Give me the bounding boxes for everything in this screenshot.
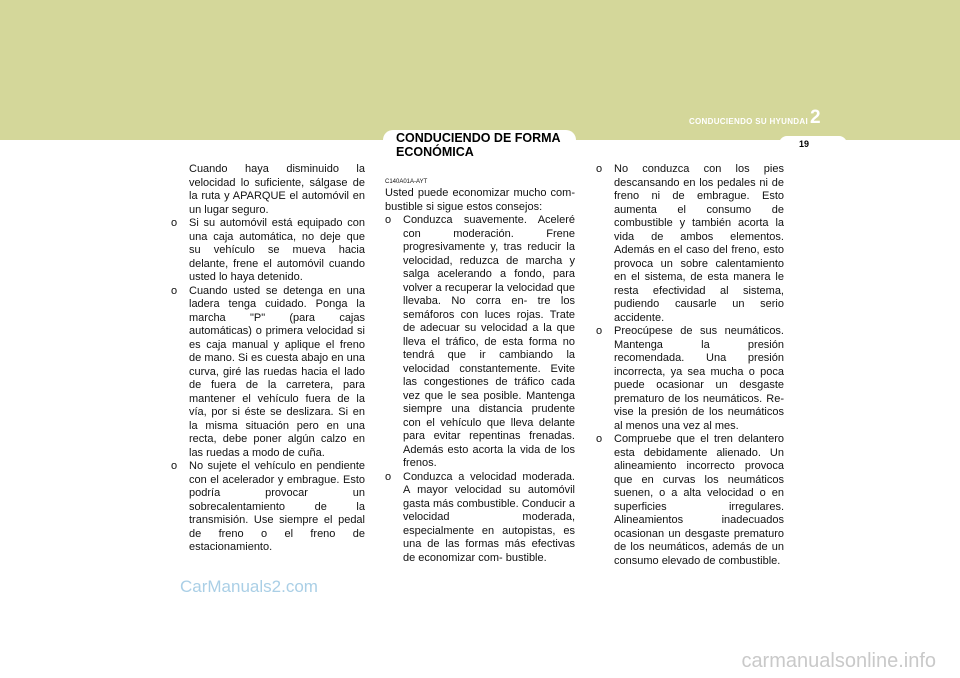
bullet-marker: o bbox=[385, 470, 392, 483]
text-column-3 bbox=[596, 163, 784, 568]
bullet-item bbox=[596, 325, 784, 433]
bullet-item bbox=[596, 163, 784, 325]
bullet-marker: o bbox=[171, 284, 178, 297]
bullet-text: No sujete el vehículo en pendiente con el acelerador y embrague. Esto podría provocar un sobrecalentamiento de la transmisión. Use siempre el pedal de freno o el freno de estacionamiento. bbox=[189, 460, 365, 553]
continued-paragraph: Cuando haya disminuido la velocidad lo suficiente, sálgase de la ruta y APARQUE el automóvil en un lugar seguro. bbox=[189, 163, 365, 216]
section-code: C140A01A-AYT bbox=[385, 179, 428, 185]
chapter-number: 2 bbox=[810, 107, 821, 128]
bullet-text: Cuando usted se detenga en una ladera tenga cuidado. Ponga la marcha "P" (para cajas automáticas) o primera velocidad si es caja manual y aplique el freno de mano. Si es cuesta abajo en una curva, giré las ruedas hacia el lado de fuera de la carretera, para mantener el vehículo fuera de la vía, por si éste se deslizara. Si en la misma situación pero en una recta, debe poner algún calzo en las ruedas a modo de cuña. bbox=[189, 284, 365, 459]
bullet-text: Preocúpese de sus neumáticos. Mantenga la presión recomendada. Una presión incorrecta, ya sea mucha o poca puede ocasionar un desgaste prematuro de los neumáticos. Re- vise la presión de los neumáticos al menos una vez al mes. bbox=[614, 325, 784, 432]
watermark-carmanuals2: CarManuals2.com bbox=[180, 577, 318, 596]
bullet-text: Conduzca suavemente. Aceleré con moderación. Frene progresivamente y, tras reducir la velocidad, reduzca de marcha y salga acelerando a fondo, para volver a recuperar la velocidad que llevaba. No corra en- tre los semáforos con luces rojas. Trate de adecuar su velocidad a la que lleva el tráfico, de esta forma no tendrá que ir cambiando la velocidad constantemente. Evite las congestiones de tráfico cada vez que le sea posible. Mantenga siempre una distancia prudente con el vehículo que lleva delante para evitar repentinas frenadas. Además esto acorta la vida de los frenos. bbox=[403, 214, 575, 469]
bullet-item bbox=[385, 214, 575, 471]
text-column-1 bbox=[171, 163, 365, 555]
bullet-marker: o bbox=[596, 433, 603, 445]
section-intro: Usted puede economizar mucho com- bustible si sigue estos consejos: bbox=[385, 187, 575, 213]
running-title: CONDUCIENDO SU HYUNDAI bbox=[688, 117, 808, 126]
bullet-item bbox=[171, 460, 365, 555]
page-number: 19 bbox=[798, 139, 809, 149]
bullet-marker: o bbox=[171, 217, 178, 229]
bullet-item bbox=[171, 285, 365, 461]
bullet-text: No conduzca con los pies descansando en los pedales ni de freno ni de embrague. Esto aumenta el consumo de combustible y también acorta la vida de ambos elementos. Además en el caso del freno, esto provoca un sobre calentamiento en el sistema, de esta manera le resta efectividad al sistema, pudiendo causarle un serio accidente. bbox=[614, 163, 784, 324]
bullet-item bbox=[596, 433, 784, 568]
watermark-carmanualsonline: carmanualsonline.info bbox=[741, 650, 936, 672]
bullet-marker: o bbox=[596, 163, 603, 175]
bullet-marker: o bbox=[171, 460, 178, 472]
bullet-text: Conduzca a velocidad moderada. A mayor velocidad su automóvil gasta más combustible. Conducir a velocidad moderada, especialmente en autopistas, es una de las formas más efectivas de economizar com- bustible. bbox=[403, 470, 575, 564]
text-column-2 bbox=[385, 178, 575, 565]
bullet-marker: o bbox=[385, 214, 392, 226]
bullet-item bbox=[171, 217, 365, 285]
section-title: CONDUCIENDO DE FORMA ECONÓMICA bbox=[396, 131, 561, 159]
bullet-text: Si su automóvil está equipado con una caja automática, no deje que su vehículo se mueva hacia delante, frene el automóvil cuando usted lo haya detenido. bbox=[189, 217, 365, 283]
bullet-item bbox=[385, 471, 575, 566]
bullet-text: Compruebe que el tren delantero esta debidamente alienado. Un alineamiento incorrecto provoca que en curvas los neumáticos suenen, o a alta velocidad o en superficies irregulares. Alineamientos inadecuados ocasionan un desgaste prematuro de los neumáticos, además de un consumo elevado de combustible. bbox=[614, 433, 784, 567]
bullet-marker: o bbox=[596, 325, 603, 337]
